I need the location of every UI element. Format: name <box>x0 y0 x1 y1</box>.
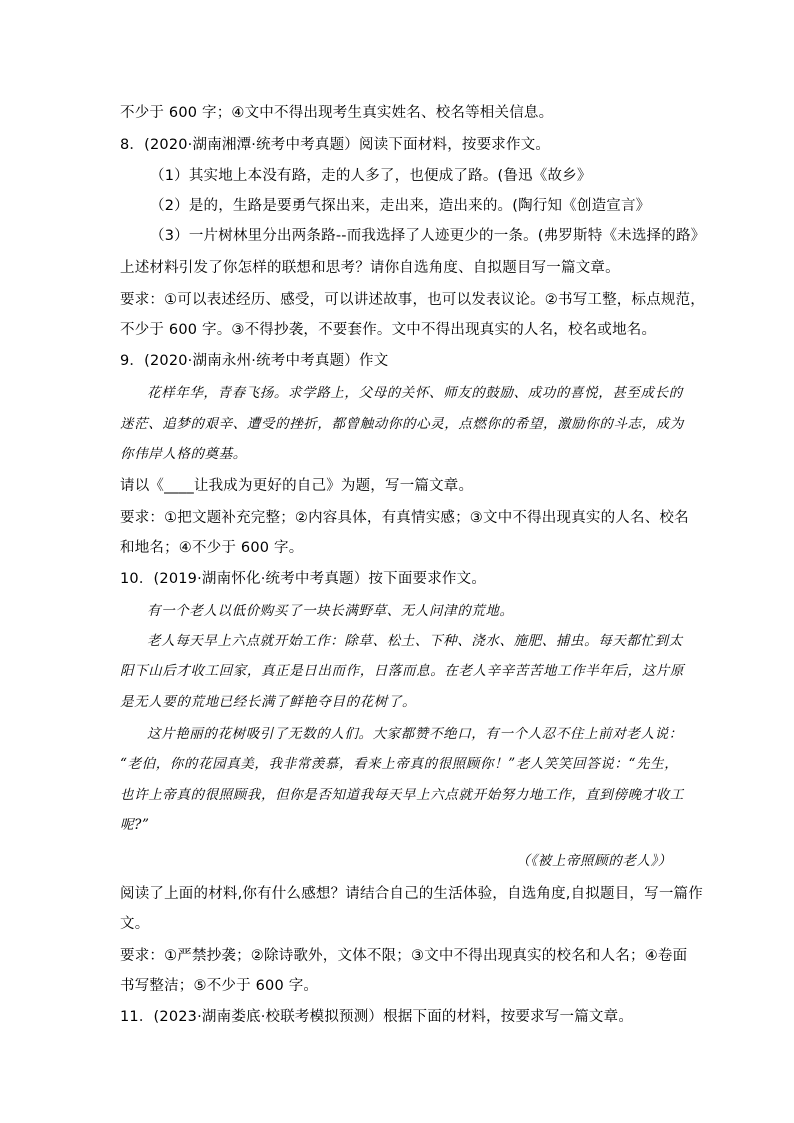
quoted-material-line: 有一个老人以低价购买了一块长满野草、无人问津的荒地。 <box>147 603 514 619</box>
quoted-material-line: 呢?” <box>120 817 150 833</box>
question-11-heading: 11．(2023·湖南娄底·校联考模拟预测）根据下面的材料，按要求写一篇文章。 <box>120 1009 634 1025</box>
text-line: 文。 <box>120 916 150 932</box>
text-line: 请以《____让我成为更好的自己》为题，写一篇文章。 <box>120 478 474 494</box>
quoted-material-line: 你伟岸人格的奠基。 <box>120 446 247 462</box>
material-line: （3）一片树林里分出两条路--而我选择了人迹更少的一条。(弗罗斯特《未选择的路》 <box>150 228 706 244</box>
requirement-line: 书写整洁；⑤不少于 600 字。 <box>120 978 319 994</box>
quoted-material-line: 阳下山后才收工回家，真正是日出而作，日落而息。在老人辛辛苦苦地工作半年后，这片原 <box>120 663 684 679</box>
material-line: （2）是的，生路是要勇气探出来，走出来，造出来的。(陶行知《创造宣言》 <box>150 198 651 214</box>
quoted-material-line: 迷茫、追梦的艰辛、遭受的挫折，都曾触动你的心灵，点燃你的希望，激励你的斗志，成为 <box>120 416 684 432</box>
material-source: （《被上帝照顾的老人》） <box>516 853 672 869</box>
question-9-heading: 9．(2020·湖南永州·统考中考真题）作文 <box>120 353 389 369</box>
requirement-line: 要求：①严禁抄袭；②除诗歌外，文体不限；③文中不得出现真实的校名和人名；④卷面 <box>120 948 688 964</box>
material-line: （1）其实地上本没有路，走的人多了，也便成了路。(鲁迅《故乡》 <box>150 168 592 184</box>
quoted-material-line: 老人每天早上六点就开始工作：除草、松土、下种、浇水、施肥、捕虫。每天都忙到太 <box>147 633 683 649</box>
requirement-line: 要求：①可以表述经历、感受，可以讲述故事，也可以发表议论。②书写工整，标点规范， <box>120 292 705 308</box>
quoted-material-line: 也许上帝真的很照顾我，但你是否知道我每天早上六点就开始努力地工作，直到傍晚才收工 <box>120 787 684 803</box>
quoted-material-line: “老伯，你的花园真美，我非常羡慕，看来上帝真的很照顾你！”老人笑笑回答说：“先生， <box>120 756 679 772</box>
question-10-heading: 10．(2019·湖南怀化·统考中考真题）按下面要求作文。 <box>120 571 487 587</box>
quoted-material-line: 花样年华，青春飞扬。求学路上，父母的关怀、师友的鼓励、成功的喜悦，甚至成长的 <box>147 385 683 401</box>
text-line: 不少于 600 字；④文中不得出现考生真实姓名、校名等相关信息。 <box>120 105 554 121</box>
question-8-heading: 8．(2020·湖南湘潭·统考中考真题）阅读下面材料，按要求作文。 <box>120 137 551 153</box>
requirement-line: 不少于 600 字。③不得抄袭，不要套作。文中不得出现真实的人名，校名或地名。 <box>120 322 657 338</box>
quoted-material-line: 这片艳丽的花树吸引了无数的人们。大家都赞不绝口，有一个人忍不住上前对老人说： <box>147 726 683 742</box>
requirement-line: 要求：①把文题补充完整；②内容具体，有真情实感；③文中不得出现真实的人名、校名 <box>120 510 689 526</box>
quoted-material-line: 是无人要的荒地已经长满了鲜艳夺目的花树了。 <box>120 694 417 710</box>
text-line: 上述材料引发了你怎样的联想和思考？请你自选角度、自拟题目写一篇文章。 <box>120 260 620 276</box>
text-line: 阅读了上面的材料,你有什么感想？请结合自己的生活体验，自选角度,自拟题目，写一篇作 <box>120 886 703 902</box>
requirement-line: 和地名；④不少于 600 字。 <box>120 540 304 556</box>
